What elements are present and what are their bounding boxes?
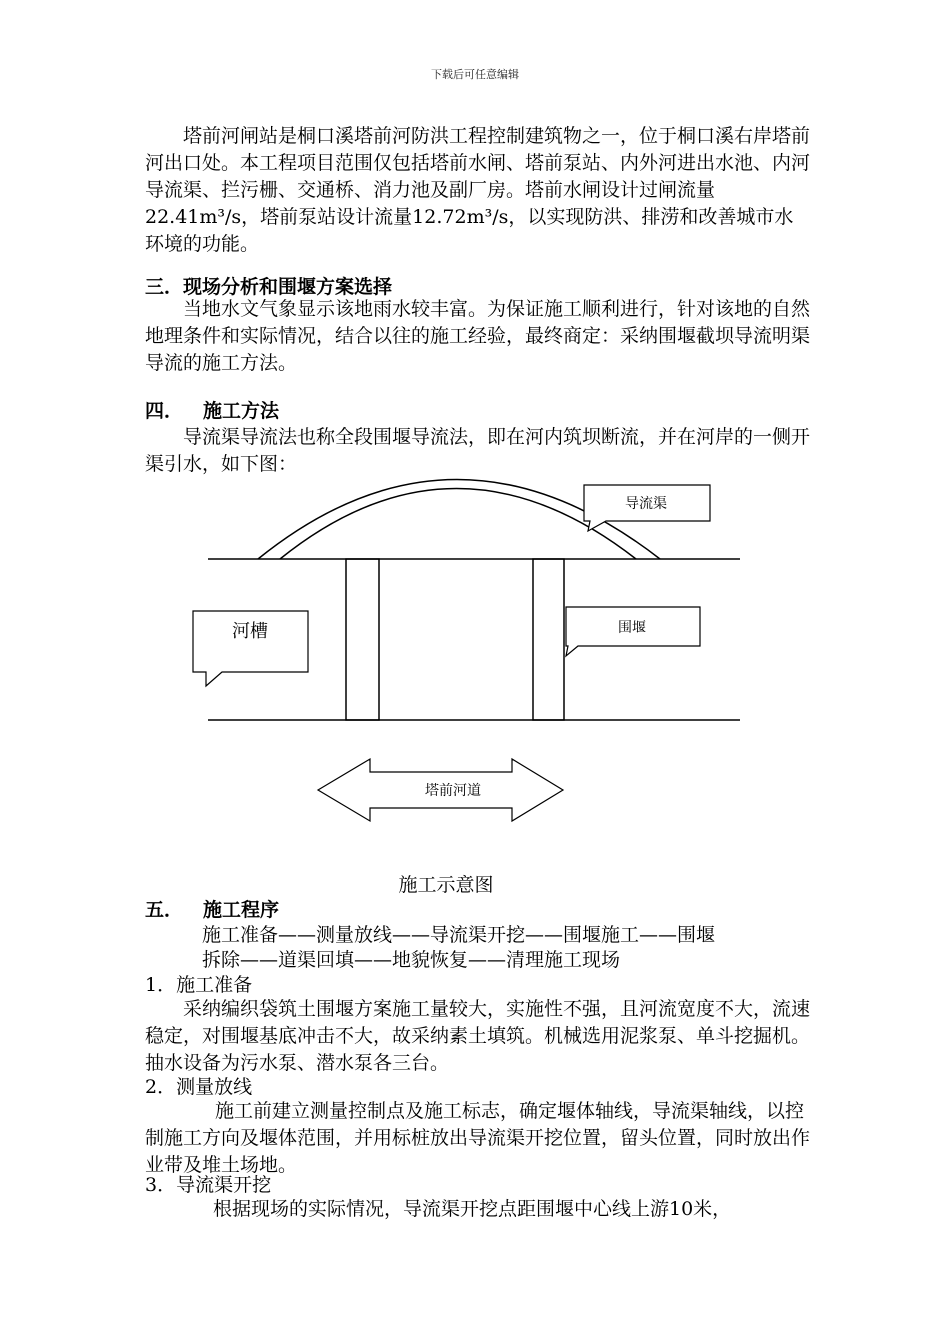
- procedure-steps-line2: 拆除——道渠回填——地貌恢复——清理施工现场: [202, 949, 621, 971]
- section5-number: 五．: [145, 899, 184, 921]
- section3-paragraph: 当地水文气象显示该地雨水较丰富。为保证施工顺利进行，针对该地的自然地理条件和实际情况，结合以往的施工经验，最终商定：采纳围堰截坝导流明渠导流的施工方法。: [145, 298, 811, 374]
- label-cofferdam: 围堰: [618, 620, 646, 636]
- sub3-paragraph: 根据现场的实际情况，导流渠开挖点距围堰中心线上游10米，: [213, 1198, 732, 1220]
- procedure-steps-line1: 施工准备——测量放线——导流渠开挖——围堰施工——围堰: [202, 924, 716, 946]
- section5-heading: [145, 898, 279, 922]
- section4-paragraph: 导流渠导流法也称全段围堰导流法，即在河内筑坝断流，并在河岸的一侧开渠引水，如下图：: [145, 426, 811, 475]
- page-header-note: 下载后可任意编辑: [431, 68, 519, 81]
- sub2-paragraph: 施工前建立测量控制点及施工标志，确定堰体轴线，导流渠轴线，以控制施工方向及堰体范围，并用标桩放出导流渠开挖位置，留头位置，同时放出作业带及堆土场地。: [145, 1100, 811, 1176]
- sub1-title: 1．施工准备: [145, 974, 253, 996]
- label-channel: 导流渠: [625, 496, 667, 512]
- label-river: 塔前河道: [425, 783, 481, 799]
- label-riverbed: 河槽: [232, 621, 268, 642]
- intro-paragraph: 塔前河闸站是桐口溪塔前河防洪工程控制建筑物之一，位于桐口溪右岸塔前河出口处。本工程项目范围仅包括塔前水闸、塔前泵站、内外河进出水池、内河导流渠、拦污栅、交通桥、消力池及副厂房。塔前水闸设计过闸流量22.41m³/s，塔前泵站设计流量12.72m³/s，以实现防洪、排涝和改善城市水环境的功能。: [145, 125, 811, 255]
- cofferdam-right: [533, 559, 564, 720]
- diversion-channel-inner: [280, 489, 636, 560]
- sub2-title: 2．测量放线: [145, 1076, 253, 1098]
- section4-title: 施工方法: [203, 400, 280, 422]
- cofferdam-left: [346, 559, 379, 720]
- sub1-paragraph: 采纳编织袋筑土围堰方案施工量较大，实施性不强，且河流宽度不大，流速稳定，对围堰基底冲击不大，故采纳素土填筑。机械选用泥浆泵、单斗挖掘机。抽水设备为污水泵、潜水泵各三台。: [145, 998, 811, 1074]
- section3-title: 三．现场分析和围堰方案选择: [145, 276, 393, 298]
- section5-title: 施工程序: [203, 899, 280, 921]
- diagram-caption: 施工示意图: [398, 874, 494, 896]
- sub3-title: 3．导流渠开挖: [145, 1174, 272, 1196]
- section4-number: 四．: [145, 400, 184, 422]
